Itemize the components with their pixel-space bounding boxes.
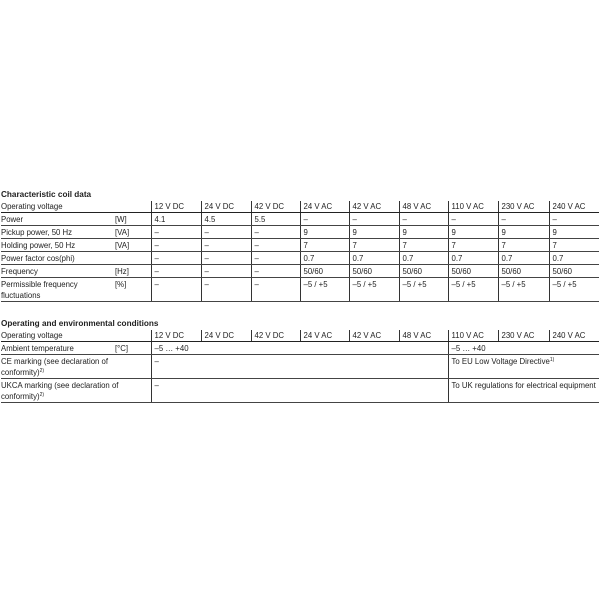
table-cell: – <box>201 252 251 265</box>
table-cell: 0.7 <box>448 252 498 265</box>
table-cell: 0.7 <box>399 252 448 265</box>
table-cell: 50/60 <box>300 265 349 278</box>
voltage-header: 42 V DC <box>251 330 300 342</box>
table-cell: – <box>201 265 251 278</box>
table-cell: – <box>151 226 201 239</box>
row-param: Pickup power, 50 Hz <box>1 226 115 239</box>
table-cell: –5 / +5 <box>349 278 399 302</box>
voltage-header: 110 V AC <box>448 201 498 213</box>
table-cell: – <box>300 213 349 226</box>
voltage-header: 48 V AC <box>399 201 448 213</box>
table-cell: –5 / +5 <box>549 278 599 302</box>
table-cell: – <box>201 278 251 302</box>
voltage-header: 24 V AC <box>300 330 349 342</box>
table-cell: – <box>448 213 498 226</box>
row-unit <box>115 252 151 265</box>
table-cell: 9 <box>300 226 349 239</box>
mains-range-cell <box>448 355 599 379</box>
coil-data-table <box>1 201 599 302</box>
table-cell: –5 / +5 <box>399 278 448 302</box>
table-cell: 9 <box>498 226 549 239</box>
voltage-header: 42 V DC <box>251 201 300 213</box>
row-unit: [W] <box>115 213 151 226</box>
voltage-header: 42 V AC <box>349 330 399 342</box>
table-cell: 50/60 <box>448 265 498 278</box>
row-unit: [VA] <box>115 239 151 252</box>
row-param-text: CE marking (see declaration of conformity) <box>1 357 109 377</box>
voltage-header: 110 V AC <box>448 330 498 342</box>
table-cell: – <box>549 213 599 226</box>
voltage-header: 230 V AC <box>498 201 549 213</box>
coil-data-title: Characteristic coil data <box>1 190 92 199</box>
table-cell: 9 <box>399 226 448 239</box>
row-param: Ambient temperature <box>1 342 115 355</box>
dc-ac-range-cell: –5 … +40 <box>151 342 448 355</box>
table-row <box>1 252 599 265</box>
table-cell: – <box>251 265 300 278</box>
row-param: Power <box>1 213 115 226</box>
table-cell: – <box>201 226 251 239</box>
table-cell: 50/60 <box>349 265 399 278</box>
table-cell: – <box>251 278 300 302</box>
voltage-header: 12 V DC <box>151 201 201 213</box>
row-param <box>1 379 151 403</box>
row-param: Frequency <box>1 265 115 278</box>
voltage-header: 12 V DC <box>151 330 201 342</box>
table-row <box>1 265 599 278</box>
table-cell: 0.7 <box>549 252 599 265</box>
mains-range-cell: –5 … +40 <box>448 342 599 355</box>
row-unit: [%] <box>115 278 151 302</box>
table-cell: 7 <box>349 239 399 252</box>
table-cell: 7 <box>399 239 448 252</box>
table-cell: 50/60 <box>399 265 448 278</box>
voltage-header: 240 V AC <box>549 330 599 342</box>
table-cell: 7 <box>549 239 599 252</box>
row-unit: [Hz] <box>115 265 151 278</box>
table-cell: 4.1 <box>151 213 201 226</box>
voltage-header: 48 V AC <box>399 330 448 342</box>
table-cell: 50/60 <box>498 265 549 278</box>
row-param <box>1 355 151 379</box>
table-cell: – <box>251 226 300 239</box>
table-header-row <box>1 201 599 213</box>
table-cell: 9 <box>448 226 498 239</box>
table-cell: –5 / +5 <box>498 278 549 302</box>
env-conditions-table <box>1 330 599 403</box>
table-cell: – <box>349 213 399 226</box>
coil-data-section <box>0 189 600 302</box>
footnote-marker: 2) <box>39 368 45 374</box>
row-param: Power factor cos(phi) <box>1 252 115 265</box>
mains-range-text: To EU Low Voltage Directive <box>451 357 550 366</box>
table-cell: – <box>251 252 300 265</box>
table-cell: – <box>151 265 201 278</box>
table-cell: – <box>201 239 251 252</box>
voltage-header: 230 V AC <box>498 330 549 342</box>
dc-ac-range-cell: – <box>151 355 448 379</box>
table-row <box>1 342 599 355</box>
voltage-header: 240 V AC <box>549 201 599 213</box>
table-row <box>1 355 599 379</box>
row-param: Holding power, 50 Hz <box>1 239 115 252</box>
row-unit: [VA] <box>115 226 151 239</box>
table-cell: – <box>399 213 448 226</box>
table-cell: 7 <box>300 239 349 252</box>
voltage-header: 24 V DC <box>201 330 251 342</box>
table-cell: – <box>151 252 201 265</box>
env-conditions-title: Operating and environmental conditions <box>1 319 159 328</box>
table-cell: 0.7 <box>349 252 399 265</box>
footnote-marker: 2) <box>39 392 45 398</box>
table-cell: 5.5 <box>251 213 300 226</box>
table-cell: 9 <box>549 226 599 239</box>
table-cell: 0.7 <box>498 252 549 265</box>
mains-range-cell: To UK regulations for electrical equipment <box>448 379 599 403</box>
dc-ac-range-cell: – <box>151 379 448 403</box>
table-row <box>1 226 599 239</box>
voltage-header: 24 V DC <box>201 201 251 213</box>
table-cell: –5 / +5 <box>300 278 349 302</box>
table-row <box>1 239 599 252</box>
table-cell: 0.7 <box>300 252 349 265</box>
voltage-header: 42 V AC <box>349 201 399 213</box>
table-row <box>1 278 599 302</box>
table-cell: – <box>151 239 201 252</box>
table-cell: – <box>251 239 300 252</box>
table-cell: 7 <box>448 239 498 252</box>
table-cell: – <box>151 278 201 302</box>
footnote-marker: 1) <box>549 357 555 363</box>
table-cell: 50/60 <box>549 265 599 278</box>
header-label: Operating voltage <box>1 201 151 213</box>
table-cell: 7 <box>498 239 549 252</box>
header-label: Operating voltage <box>1 330 151 342</box>
voltage-header: 24 V AC <box>300 201 349 213</box>
row-param-text: UKCA marking (see declaration of conformity) <box>1 381 119 401</box>
table-header-row <box>1 330 599 342</box>
table-cell: 9 <box>349 226 399 239</box>
table-row <box>1 379 599 403</box>
table-row <box>1 213 599 226</box>
row-param: Permissible frequency fluctuations <box>1 278 115 302</box>
table-cell: – <box>498 213 549 226</box>
row-unit: [°C] <box>115 342 151 355</box>
env-conditions-section <box>0 318 600 403</box>
table-cell: –5 / +5 <box>448 278 498 302</box>
table-cell: 4.5 <box>201 213 251 226</box>
